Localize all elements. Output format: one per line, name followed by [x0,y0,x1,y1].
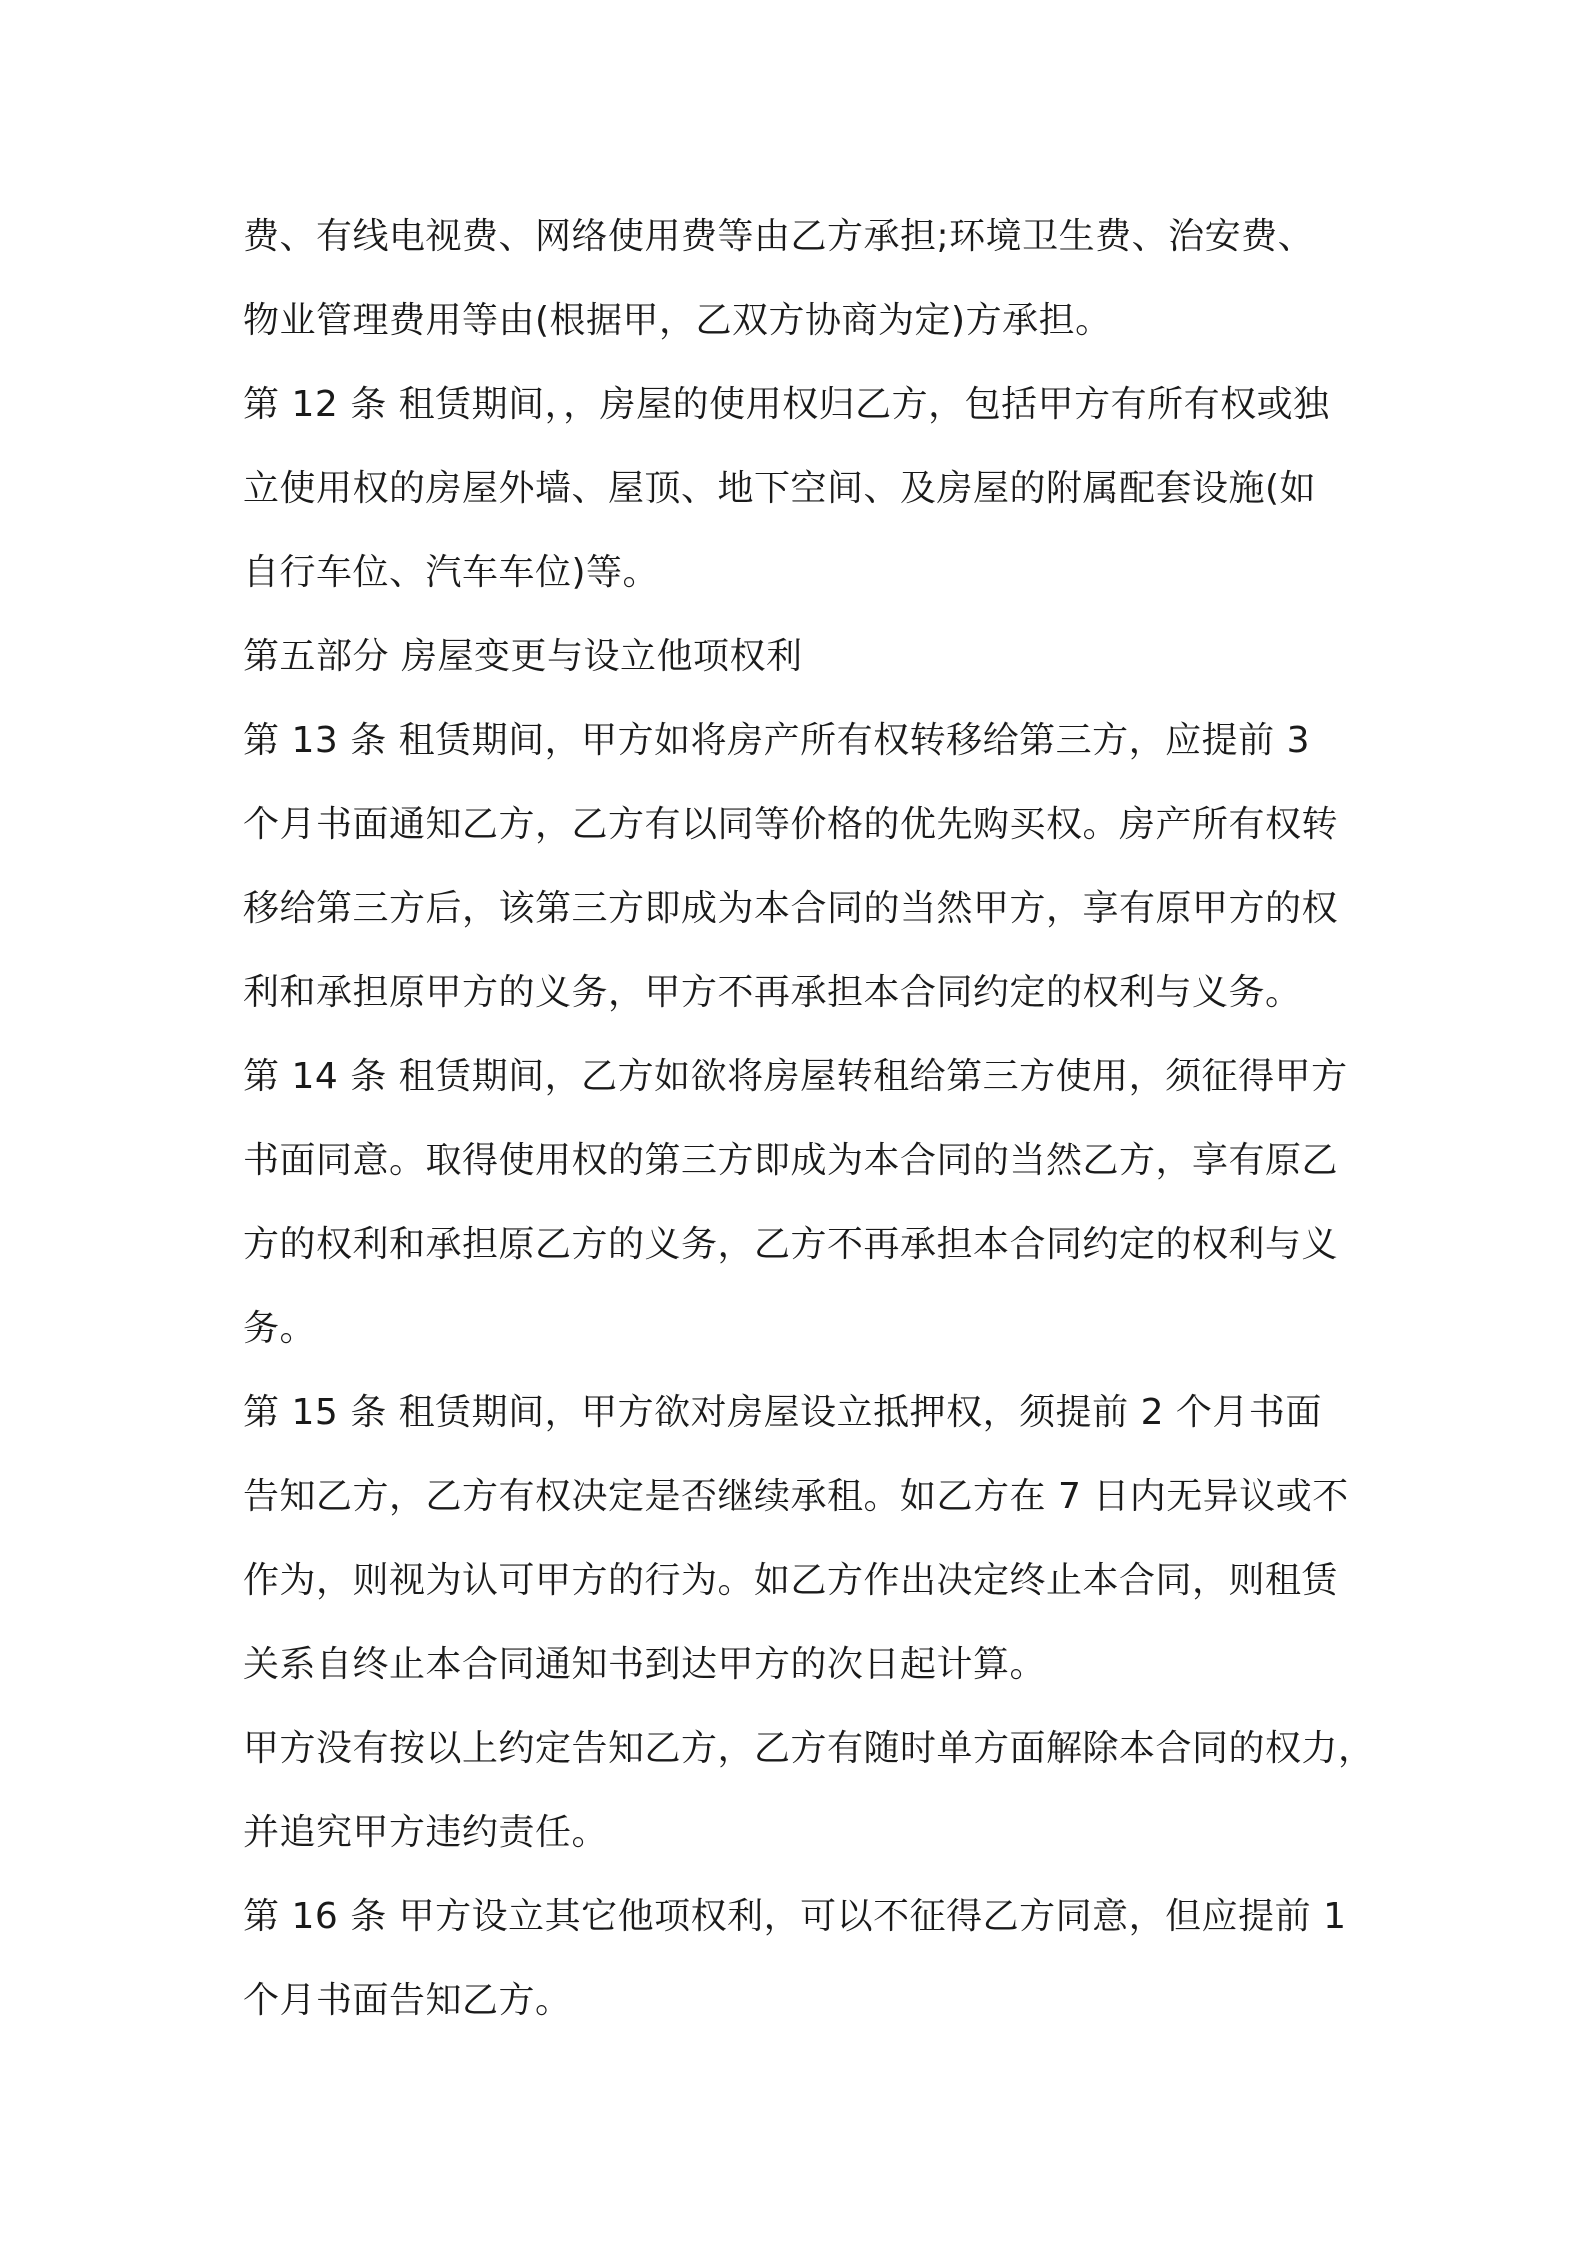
text-line: 方的权利和承担原乙方的义务，乙方不再承担本合同约定的权利与义 [243,1224,1339,1265]
article-13-heading: 第 13 条 租赁期间，甲方如将房产所有权转移给第三方，应提前 3 [243,720,1310,761]
article-14-heading: 第 14 条 租赁期间，乙方如欲将房屋转租给第三方使用，须征得甲方 [243,1056,1348,1097]
text-line: 个月书面告知乙方。 [243,1980,572,2021]
article-15-heading: 第 15 条 租赁期间，甲方欲对房屋设立抵押权，须提前 2 个月书面 [243,1392,1322,1433]
text-line: 作为，则视为认可甲方的行为。如乙方作出决定终止本合同，则租赁 [243,1560,1339,1601]
text-line: 移给第三方后，该第三方即成为本合同的当然甲方，享有原甲方的权 [243,888,1339,929]
text-line: 立使用权的房屋外墙、屋顶、地下空间、及房屋的附属配套设施(如 [243,468,1317,509]
text-line: 甲方没有按以上约定告知乙方，乙方有随时单方面解除本合同的权力， [243,1728,1375,1769]
article-12-heading: 第 12 条 租赁期间，，房屋的使用权归乙方，包括甲方有所有权或独 [243,384,1330,425]
article-16-heading: 第 16 条 甲方设立其它他项权利，可以不征得乙方同意，但应提前 1 [243,1896,1347,1937]
text-line: 自行车位、汽车车位)等。 [243,552,660,593]
text-line: 物业管理费用等由(根据甲，乙双方协商为定)方承担。 [243,300,1112,341]
text-line: 关系自终止本合同通知书到达甲方的次日起计算。 [243,1644,1047,1685]
contract-text [243,195,1375,2043]
text-line: 并追究甲方违约责任。 [243,1812,609,1853]
text-line: 书面同意。取得使用权的第三方即成为本合同的当然乙方，享有原乙 [243,1140,1339,1181]
text-line: 利和承担原甲方的义务，甲方不再承担本合同约定的权利与义务。 [243,972,1302,1013]
text-line: 个月书面通知乙方，乙方有以同等价格的优先购买权。房产所有权转 [243,804,1339,845]
text-line: 务。 [243,1308,317,1349]
text-line: 告知乙方，乙方有权决定是否继续承租。如乙方在 7 日内无异议或不 [243,1476,1349,1517]
section-5-heading: 第五部分 房屋变更与设立他项权利 [243,636,803,677]
text-line: 费、有线电视费、网络使用费等由乙方承担;环境卫生费、治安费、 [243,216,1315,257]
